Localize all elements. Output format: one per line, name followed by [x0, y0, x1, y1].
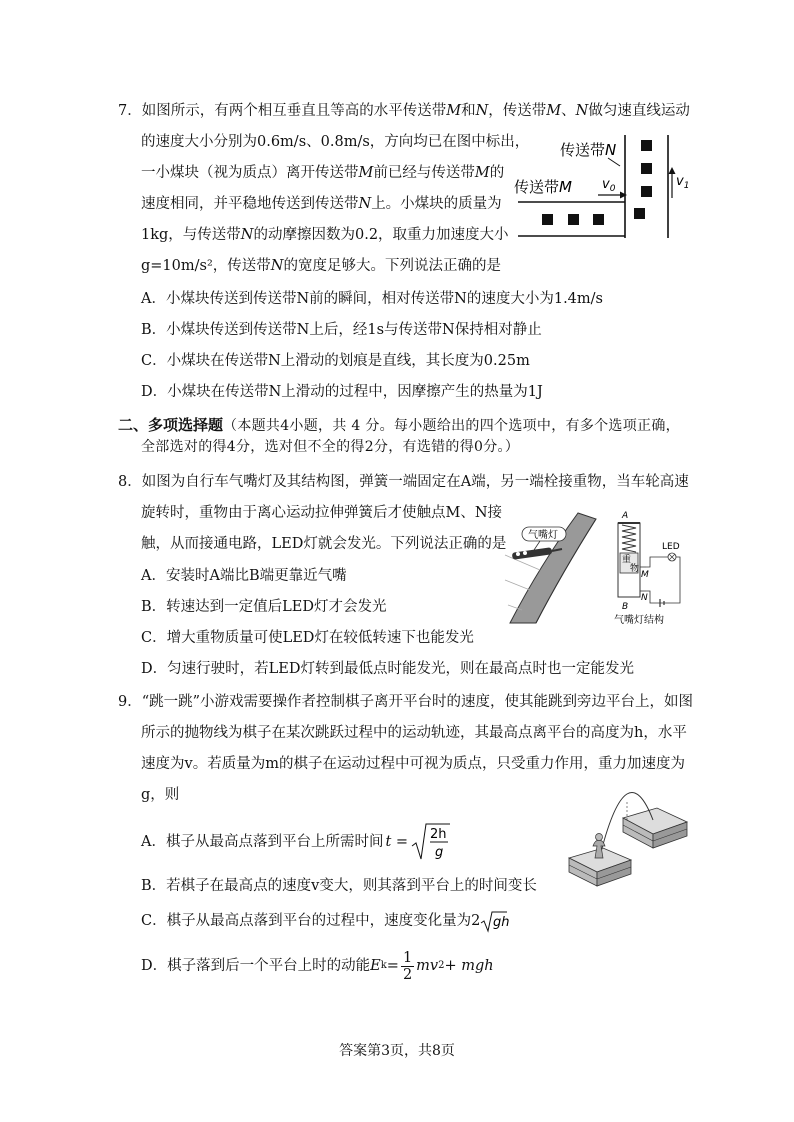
coal-block	[568, 214, 579, 225]
q7-stem-line4: 速度相同，并平稳地传送到传送带N上。小煤块的质量为	[141, 196, 502, 212]
section2-note: 全部选对的得4分，选对但不全的得2分，有选错的得0分。）	[141, 439, 520, 455]
q9-stem-line3: 速度为v。若质量为m的棋子在运动过程中可视为质点，只受重力作用，重力加速度为	[141, 756, 685, 772]
end-b-label: B	[622, 602, 629, 612]
spoke	[505, 580, 530, 590]
v1-label: $v_1$	[676, 174, 690, 191]
coal-block	[542, 214, 553, 225]
q9-option-d: D．棋子落到后一个平台上时的动能 E k = $\frac{1}{2}$ mv 2 + mgh	[141, 949, 494, 983]
svg-text:物: 物	[630, 564, 640, 574]
q8-stem-line3: 触，从而接通电路，LED灯就会发光。下列说法正确的是	[141, 536, 507, 552]
q7-stem-line6: g=10m/s²，传送带N的宽度足够大。下列说法正确的是	[141, 258, 501, 274]
svg-text:2h: 2h	[430, 827, 447, 842]
spring	[622, 525, 636, 552]
v0-label: $v_0$	[602, 177, 616, 194]
q7-option-c: C．小煤块在传送带N上滑动的划痕是直线，其长度为0.25m	[141, 353, 530, 369]
q7-stem-line5: 1kg，与传送带N的动摩擦因数为0.2，取重力加速度大小	[141, 227, 509, 243]
led-label: LED	[662, 542, 680, 552]
q9-option-c: C．棋子从最高点落到平台的过程中，速度变化量为 2 gh	[141, 910, 508, 932]
q7-option-b: B．小煤块传送到传送带N上后，经1s与传送带N保持相对静止	[141, 322, 542, 338]
q7-option-d: D．小煤块在传送带N上滑动的过程中，因摩擦产生的热量为1J	[141, 384, 543, 400]
q9-option-a: A．棋子从最高点落到平台上所需时间 t = 2h g	[141, 822, 451, 862]
belt-n-label: 传送带N	[560, 141, 617, 159]
coal-block	[641, 163, 652, 174]
contact-n-label: N	[641, 593, 648, 603]
q7-stem-line2: 的速度大小分别为0.6m/s、0.8m/s，方向均已在图中标出，	[141, 134, 530, 150]
coal-block	[641, 186, 652, 197]
q7-conveyor-figure	[510, 130, 690, 245]
page-footer: 答案第3页，共8页	[339, 1043, 455, 1059]
q9-jump-figure	[565, 790, 695, 890]
coal-block	[593, 214, 604, 225]
q9-stem-line2: 所示的抛物线为棋子在某次跳跃过程中的运动轨迹，其最高点离平台的高度为h，水平	[141, 725, 687, 741]
q8-option-b: B．转速达到一定值后LED灯才会发光	[141, 599, 387, 615]
svg-text:g: g	[435, 845, 444, 860]
contact-m-label: M	[641, 570, 649, 580]
q8-valve-lamp-figure	[500, 505, 700, 630]
v0-arrowhead	[620, 192, 627, 199]
q9-stem-line1: 9．“跳一跳”小游戏需要操作者控制棋子离开平台时的速度，使其能跳到旁边平台上，如图	[118, 694, 694, 710]
q8-stem-line1: 8．如图为自行车气嘴灯及其结构图，弹簧一端固定在A端，另一端栓接重物，当车轮高速	[118, 474, 689, 490]
belt-n-pointer	[608, 158, 620, 166]
q8-option-a: A．安装时A端比B端更靠近气嘴	[141, 568, 347, 584]
v1-arrowhead	[669, 167, 676, 174]
sqrt-symbol-gh	[480, 910, 508, 932]
structure-caption: 气嘴灯结构	[614, 615, 664, 626]
svg-text:重: 重	[622, 555, 632, 565]
q8-stem-line2: 旋转时，重物由于离心运动拉伸弹簧后才使触点M、N接	[141, 505, 503, 521]
q8-option-c: C．增大重物质量可使LED灯在较低转速下也能发光	[141, 630, 474, 646]
q7-stem-line1: 7．如图所示，有两个相互垂直且等高的水平传送带M和N，传送带M、N做匀速直线运动	[118, 103, 690, 119]
belt-m-label: 传送带M	[514, 178, 572, 196]
end-a-label: A	[622, 511, 629, 521]
lamp-label: 气嘴灯	[528, 530, 558, 541]
q9-stem-line4: g，则	[141, 787, 180, 803]
q7-option-a: A．小煤块传送到传送带N前的瞬间，相对传送带N的速度大小为1.4m/s	[141, 291, 603, 307]
section2-heading: 二、多项选择题（本题共4小题，共 4 分。每小题给出的四个选项中，有多个选项正确，	[118, 416, 680, 434]
coal-block	[634, 208, 645, 219]
q7-stem-line3: 一小煤块（视为质点）离开传送带M前已经与传送带M的	[141, 165, 505, 181]
q9-option-b: B．若棋子在最高点的速度v变大，则其落到平台上的时间变长	[141, 878, 537, 894]
coal-block	[641, 140, 652, 151]
svg-text:gh: gh	[493, 915, 510, 930]
sqrt-symbol	[411, 822, 451, 862]
q8-option-d: D．匀速行驶时，若LED灯转到最低点时能发光，则在最高点时也一定能发光	[141, 661, 634, 677]
